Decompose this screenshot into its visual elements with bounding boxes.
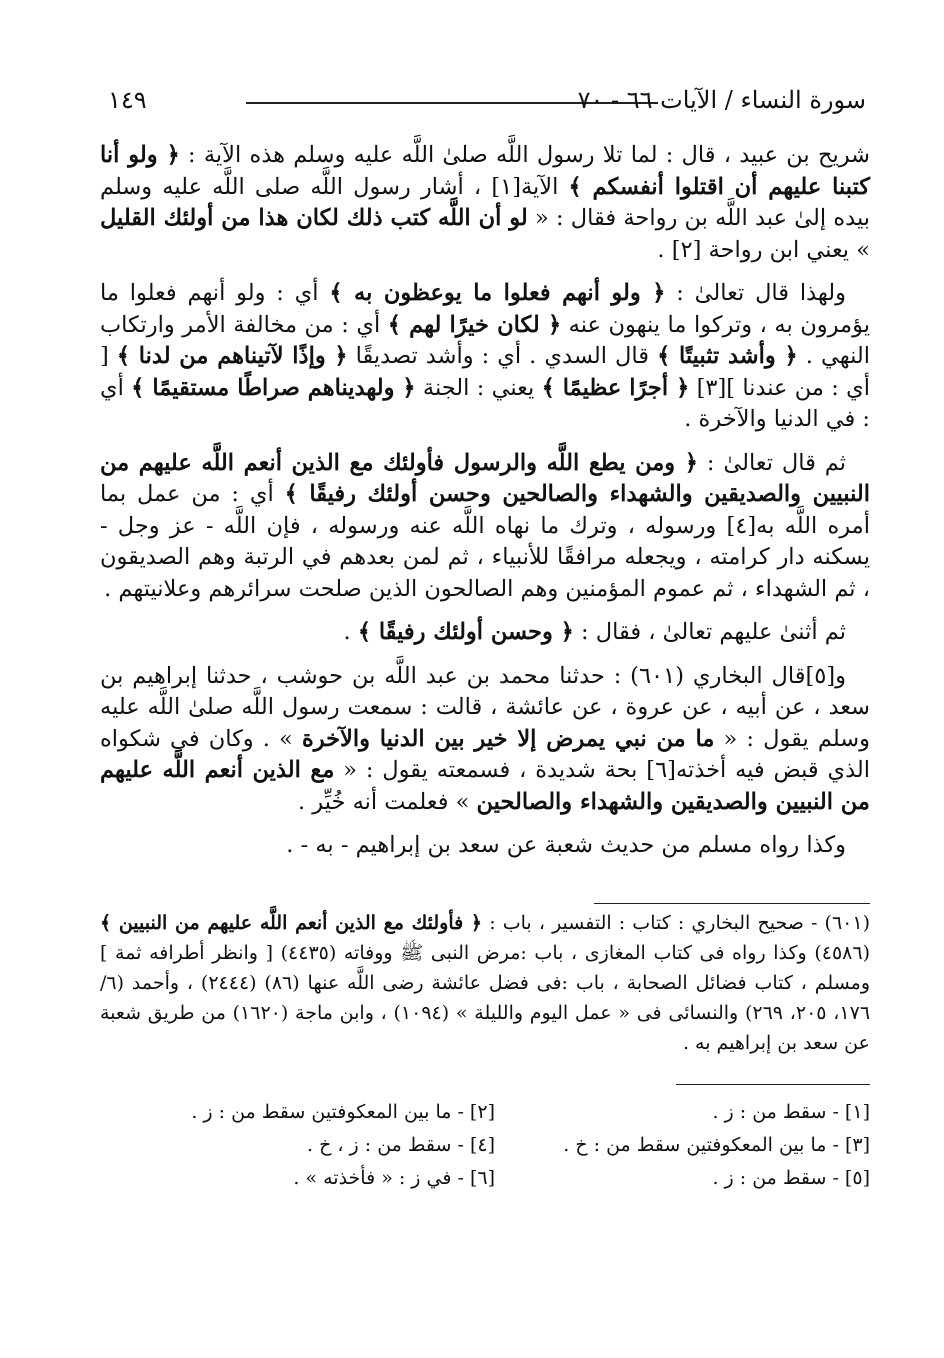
text-segment: أي : من مخالفة الأمر وارتكاب النهي . — [100, 311, 870, 369]
variant-notes — [120, 1096, 870, 1195]
quoted-text: ﴿ ولو أنا كتبنا عليهم أن اقتلوا أنفسكم ﴾ — [100, 142, 871, 200]
footnote-divider — [594, 903, 870, 904]
text-segment: (٦٠١) - صحيح البخاري : كتاب : التفسير ، باب : — [482, 912, 870, 934]
quoted-text: لو أن اللَّه كتب ذلك لكان هذا من أولئك القليل — [100, 205, 528, 231]
text-segment: أي : من عمل بما أمره اللَّه به — [100, 481, 870, 539]
text-segment: قال البخاري — [684, 662, 806, 689]
text-segment: ورسوله ، وترك ما نهاه اللَّه عنه ورسوله ، فإن اللَّه - عز وجل - يسكنه دار كرامته ، ويجعله مرافقًا للأنبياء ، ثم لمن بعدهم في الرتبة وهم الصديقون ، ثم الشهداء ، ثم عموم المؤمنين وهم الصالحون الذين صلحت سرائرهم وعلانيتهم . — [100, 512, 870, 602]
main-text — [100, 140, 870, 874]
text-segment: وكذا رواه مسلم من حديث شعبة عن سعد بن إبراهيم - به - . — [286, 832, 846, 858]
quoted-text: ﴿ لكان خيرًا لهم ﴾ — [387, 311, 562, 338]
quoted-text: ﴿ فأولئك مع الذين أنعم اللَّه عليهم من النبيين ﴾ — [100, 912, 483, 934]
quoted-text: ﴿ أجرًا عظيمًا ﴾ — [541, 374, 690, 401]
text-segment: [٥] — [805, 662, 836, 689]
text-segment: [ أي : من عندنا ] — [100, 343, 870, 401]
text-segment: شريح بن عبيد ، قال : لما تلا رسول اللَّه صلىٰ اللَّه عليه وسلم هذه الآية : — [179, 142, 870, 168]
running-header — [96, 84, 866, 124]
text-segment: ثم قال تعالىٰ : — [697, 449, 846, 476]
paragraph — [100, 617, 870, 649]
text-segment: قال السدي . أي : وأشد تصديقًا — [347, 343, 658, 369]
text-segment: [١] — [491, 173, 521, 200]
paragraph — [100, 140, 870, 266]
text-segment: » يعني ابن رواحة — [701, 236, 870, 263]
text-segment: » فعلمت أنه خُيِّر . — [298, 788, 477, 815]
paragraph — [100, 830, 870, 862]
paragraph — [100, 278, 870, 436]
paragraph — [100, 661, 870, 819]
variant-notes-divider — [676, 1084, 870, 1085]
quoted-text: ما من نبي يمرض إلا خير بين الدنيا والآخرة — [301, 725, 715, 752]
text-segment: أي : ولو أنهم فعلوا ما يؤمرون به ، وتركوا ما ينهون عنه — [100, 280, 870, 338]
text-segment: : حدثنا محمد بن عبد اللَّه بن حوشب ، حدثنا إبراهيم بن سعد ، عن أبيه ، عن عروة ، عن عائشة ، قالت : سمعت رسول اللَّه صلىٰ اللَّه عليه وسلم يقول : « — [100, 662, 870, 752]
hadith-footnote — [100, 908, 870, 1058]
text-segment: ثم أثنىٰ عليهم تعالىٰ ، فقال : — [573, 619, 846, 645]
text-segment: » . وكان في شكواه الذي قبض فيه أخذته — [100, 725, 871, 783]
quoted-text: ﴿ ومن يطع اللَّه والرسول فأولئك مع الذين أنعم اللَّه عليهم من النبيين والصديقين والشهداء والصالحين وحسن أولئك رفيقًا ﴾ — [100, 449, 870, 507]
quoted-text: ﴿ وأشد تثبيتًا ﴾ — [657, 343, 798, 369]
page-number: ١٤٩ — [108, 86, 147, 114]
variant-note: [٦] - في ز : « فأخذته » . — [293, 1167, 495, 1189]
text-segment: . — [657, 236, 672, 263]
quoted-text: ﴿ ولو أنهم فعلوا ما يوعظون به ﴾ — [329, 280, 666, 306]
text-segment: الآية — [520, 173, 569, 200]
quoted-text: ﴿ ولهديناهم صراطًا مستقيمًا ﴾ — [131, 374, 416, 401]
variant-note: [٢] - ما بين المعكوفتين سقط من : ز . — [191, 1101, 495, 1123]
quoted-text: ﴿ وإذًا لآتيناهم من لدنا ﴾ — [116, 343, 348, 369]
text-segment: و — [835, 662, 847, 689]
text-segment: ، أشار رسول اللَّه صلى اللَّه عليه وسلم بيده إلىٰ عبد اللَّه بن رواحة فقال : « — [100, 173, 870, 231]
variant-note: [٤] - سقط من : ز ، خ . — [306, 1134, 495, 1156]
text-segment: [٤] — [726, 512, 757, 539]
variant-note: [٣] - ما بين المعكوفتين سقط من : خ . — [563, 1134, 870, 1156]
text-segment: يعني : الجنة — [415, 374, 542, 401]
quoted-text: مع الذين أنعم اللَّه عليهم من النبيين والصديقين والشهداء والصالحين — [100, 757, 870, 815]
text-segment: [٦] — [646, 757, 676, 783]
text-segment: [٣] — [696, 374, 727, 401]
text-segment: (٦٠١) — [630, 662, 684, 689]
variant-note-row — [120, 1096, 870, 1129]
text-segment — [689, 375, 696, 401]
variant-note: [٥] - سقط من : ز . — [712, 1167, 870, 1189]
text-segment: أي : في الدنيا والآخرة . — [100, 374, 870, 432]
text-segment: . — [343, 619, 358, 645]
paragraph — [100, 448, 870, 606]
variant-note-row — [120, 1129, 870, 1162]
header-title: سورة النساء / الآيات ٦٦ - ٧٠ — [577, 86, 866, 114]
variant-note-row — [120, 1162, 870, 1195]
variant-note: [١] - سقط من : ز . — [712, 1101, 870, 1123]
text-segment: ولهذا قال تعالىٰ : — [665, 280, 846, 306]
text-segment: [٢] — [671, 236, 702, 263]
text-segment: (٤٥٨٦) وكذا رواه فى كتاب المغازى ، باب :مرض النبى ﷺ ووفاته (٤٤٣٥) [ وانظر أطرافه ثمة ] ومسلم ، كتاب فضائل الصحابة ، باب :فى فضل عائشة رضى اللَّه عنها (٨٦) (٢٤٤٤) ، وأحمد (٦/ ١٧٦، ٢٠٥، ٢٦٩) والنسائى فى « عمل اليوم والليلة » (١٠٩٤) ، وابن ماجة (١٦٢٠) من طريق شعبة عن سعد بن إبراهيم به . — [100, 942, 871, 1054]
text-segment: بحة شديدة ، فسمعته يقول : « — [334, 757, 647, 783]
quoted-text: ﴿ وحسن أولئك رفيقًا ﴾ — [357, 619, 574, 645]
